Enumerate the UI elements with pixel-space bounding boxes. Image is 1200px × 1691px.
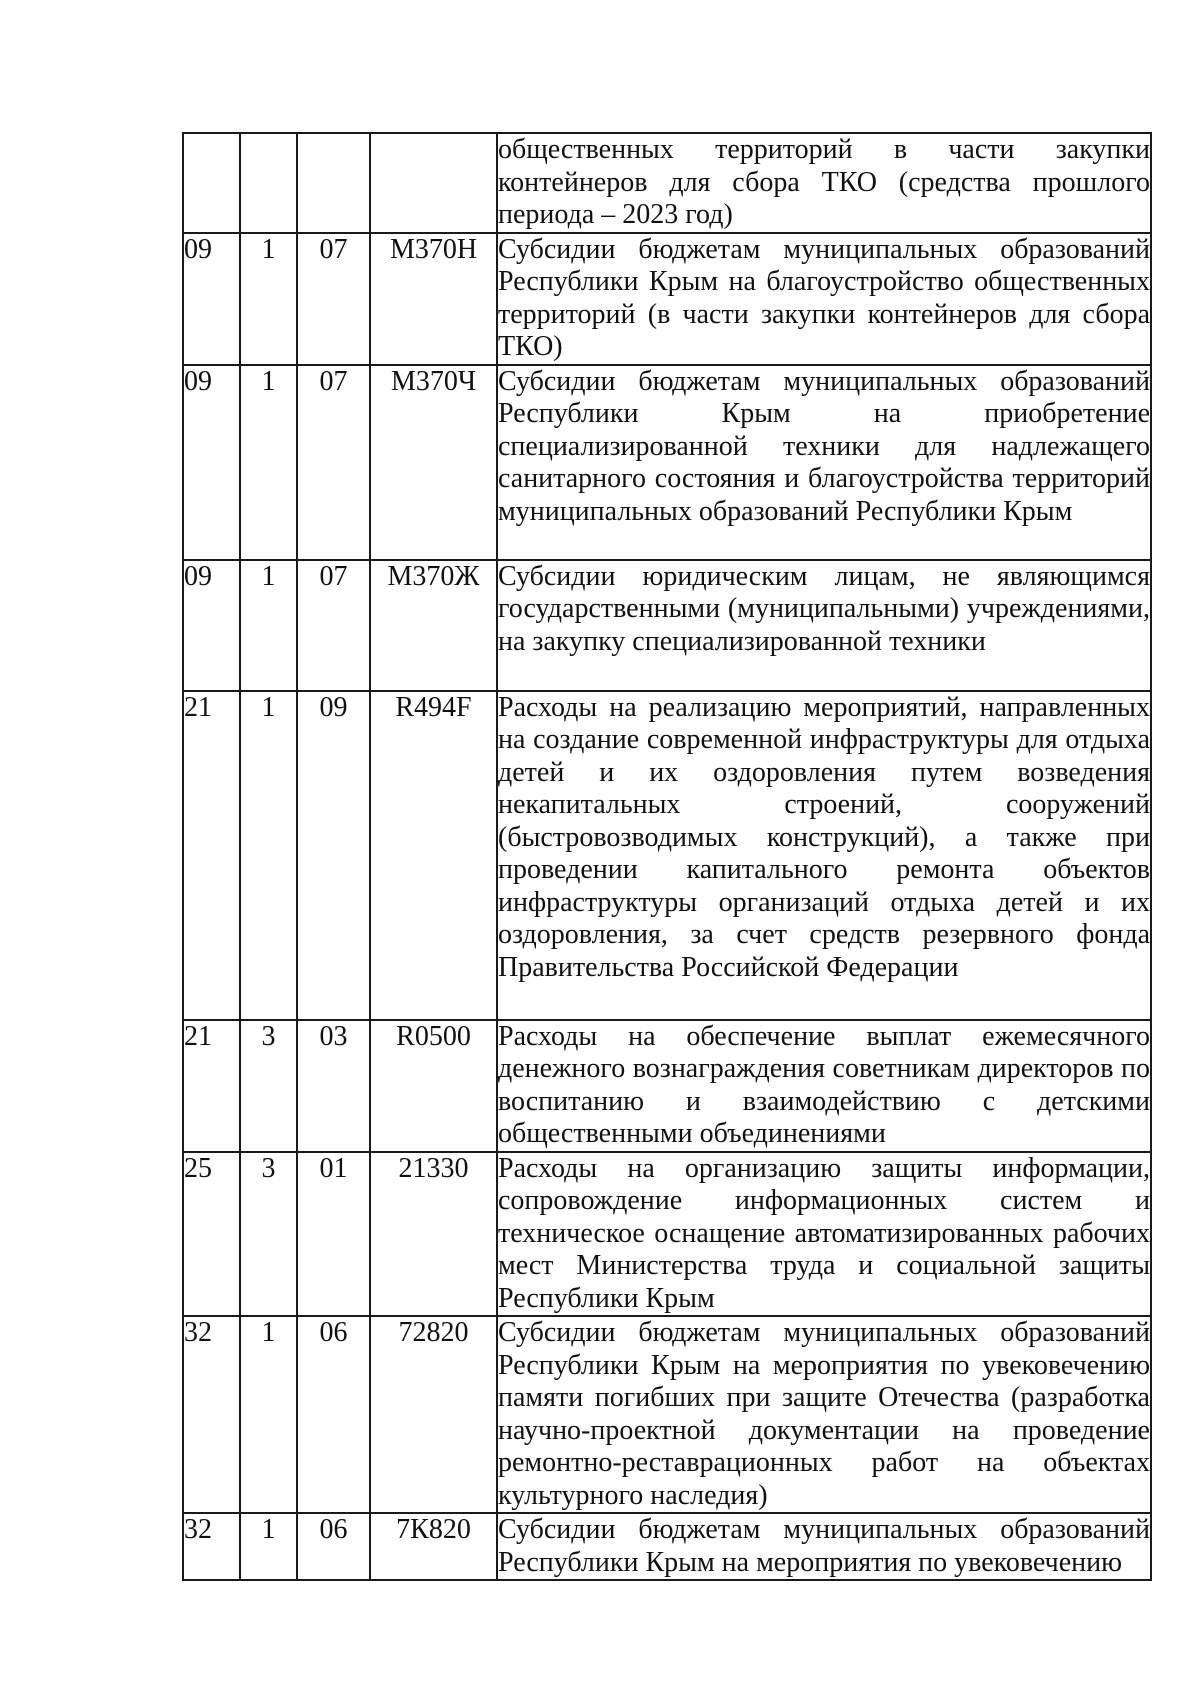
subprogram-type-cell bbox=[240, 133, 297, 233]
description-cell: общественных территорий в части закупки контейнеров для сбора ТКО (средства прошлого периода – 2023 год) bbox=[497, 133, 1151, 233]
main-event-cell: 07 bbox=[297, 233, 370, 365]
program-code-cell bbox=[183, 133, 240, 233]
program-code-cell: 32 bbox=[183, 1513, 240, 1580]
subprogram-type-cell: 1 bbox=[240, 365, 297, 560]
description-cell: Субсидии бюджетам муниципальных образований Республики Крым на приобретение специализированной техники для надлежащего санитарного состояния и благоустройства территорий муниципальных образований Республики Крым bbox=[497, 365, 1151, 560]
direction-code-cell: М370Н bbox=[370, 233, 497, 365]
direction-code-cell bbox=[370, 133, 497, 233]
main-event-cell: 01 bbox=[297, 1152, 370, 1317]
main-event-cell: 07 bbox=[297, 365, 370, 560]
description-cell: Расходы на организацию защиты информации, сопровождение информационных систем и техническое оснащение автоматизированных рабочих мест Министерства труда и социальной защиты Республики Крым bbox=[497, 1152, 1151, 1317]
table-row bbox=[183, 365, 1151, 560]
program-code-cell: 32 bbox=[183, 1316, 240, 1513]
budget-classification-table bbox=[182, 132, 1152, 1581]
direction-code-cell: 72820 bbox=[370, 1316, 497, 1513]
subprogram-type-cell: 3 bbox=[240, 1152, 297, 1317]
program-code-cell: 09 bbox=[183, 233, 240, 365]
table-row bbox=[183, 1316, 1151, 1513]
subprogram-type-cell: 1 bbox=[240, 1513, 297, 1580]
description-cell: Субсидии бюджетам муниципальных образований Республики Крым на мероприятия по увековечению памяти погибших при защите Отечества (разработка научно-проектной документации на проведение ремонтно-реставрационных работ на объектах культурного наследия) bbox=[497, 1316, 1151, 1513]
description-cell: Расходы на реализацию мероприятий, направленных на создание современной инфраструктуры для отдыха детей и их оздоровления путем возведения некапитальных строений, сооружений (быстровозводимых конструкций), а также при проведении капитального ремонта объектов инфраструктуры организаций отдыха детей и их оздоровления, за счет средств резервного фонда Правительства Российской Федерации bbox=[497, 691, 1151, 1020]
subprogram-type-cell: 1 bbox=[240, 560, 297, 691]
description-cell: Субсидии бюджетам муниципальных образований Республики Крым на мероприятия по увековечению bbox=[497, 1513, 1151, 1580]
main-event-cell: 06 bbox=[297, 1513, 370, 1580]
direction-code-cell: R494F bbox=[370, 691, 497, 1020]
description-cell: Субсидии юридическим лицам, не являющимся государственными (муниципальными) учреждениями, на закупку специализированной техники bbox=[497, 560, 1151, 691]
main-event-cell bbox=[297, 133, 370, 233]
main-event-cell: 06 bbox=[297, 1316, 370, 1513]
table-row bbox=[183, 1020, 1151, 1152]
direction-code-cell: 21330 bbox=[370, 1152, 497, 1317]
subprogram-type-cell: 1 bbox=[240, 691, 297, 1020]
table-row bbox=[183, 1513, 1151, 1580]
description-cell: Расходы на обеспечение выплат ежемесячного денежного вознаграждения советникам директоров по воспитанию и взаимодействию с детскими общественными объединениями bbox=[497, 1020, 1151, 1152]
table-row bbox=[183, 560, 1151, 691]
table-row bbox=[183, 133, 1151, 233]
program-code-cell: 09 bbox=[183, 365, 240, 560]
direction-code-cell: М370Ж bbox=[370, 560, 497, 691]
main-event-cell: 03 bbox=[297, 1020, 370, 1152]
subprogram-type-cell: 1 bbox=[240, 233, 297, 365]
program-code-cell: 25 bbox=[183, 1152, 240, 1317]
description-cell: Субсидии бюджетам муниципальных образований Республики Крым на благоустройство общественных территорий (в части закупки контейнеров для сбора ТКО) bbox=[497, 233, 1151, 365]
direction-code-cell: 7К820 bbox=[370, 1513, 497, 1580]
direction-code-cell: R0500 bbox=[370, 1020, 497, 1152]
table-row bbox=[183, 233, 1151, 365]
main-event-cell: 07 bbox=[297, 560, 370, 691]
subprogram-type-cell: 1 bbox=[240, 1316, 297, 1513]
program-code-cell: 21 bbox=[183, 691, 240, 1020]
direction-code-cell: М370Ч bbox=[370, 365, 497, 560]
table-row bbox=[183, 691, 1151, 1020]
program-code-cell: 09 bbox=[183, 560, 240, 691]
table-row bbox=[183, 1152, 1151, 1317]
program-code-cell: 21 bbox=[183, 1020, 240, 1152]
main-event-cell: 09 bbox=[297, 691, 370, 1020]
subprogram-type-cell: 3 bbox=[240, 1020, 297, 1152]
